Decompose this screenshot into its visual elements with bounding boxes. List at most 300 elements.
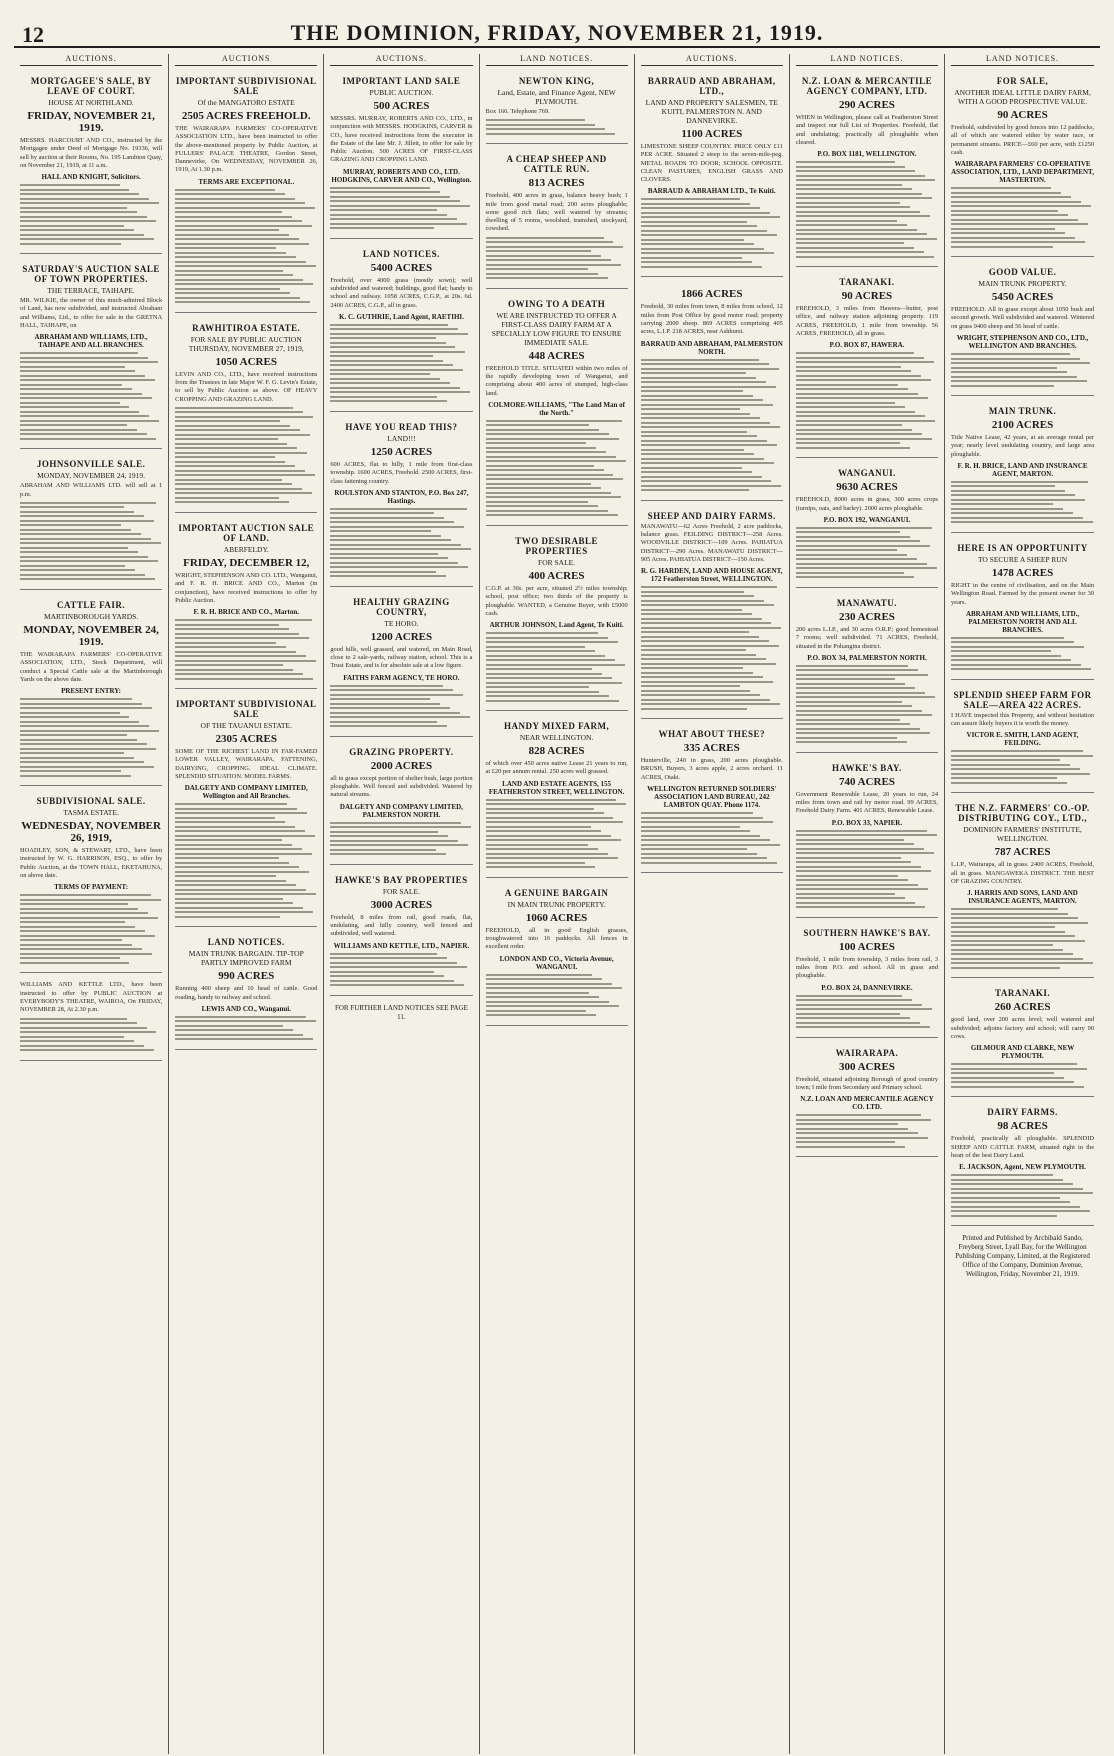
classified-ad (951, 400, 1094, 533)
text-line (330, 521, 454, 523)
text-line (796, 692, 925, 694)
ad-text-lines (951, 908, 1094, 969)
ad-signature: P.O. BOX 87, HAWERA. (829, 341, 905, 350)
ad-text-lines (486, 974, 628, 1017)
text-line (641, 480, 772, 482)
ad-title: SOUTHERN HAWKE'S BAY. (803, 927, 931, 938)
ad-text-lines (796, 527, 938, 579)
text-line (175, 1029, 293, 1031)
text-line (330, 191, 439, 193)
ad-title: GOOD VALUE. (988, 267, 1057, 278)
classified-ad (486, 715, 628, 878)
text-line (951, 385, 1054, 387)
text-line (796, 902, 915, 904)
text-line (641, 399, 763, 401)
text-line (796, 406, 905, 408)
ad-body: Freehold, subdivided by good fences into 12 paddocks, all of which are watered either by water race, or permanent streams. PRICE—£60 per acre, with £1250 cash. (951, 124, 1095, 156)
text-line (486, 128, 605, 130)
text-line (951, 376, 1077, 378)
text-line (951, 1072, 1054, 1074)
ad-signature: BARRAUD AND ABRAHAM, PALMERSTON NORTH. (640, 339, 783, 356)
text-line (951, 668, 1091, 670)
ad-signature: WAIRARAPA FARMERS' CO-OPERATIVE ASSOCIATION, LTD., LAND DEPARTMENT, MASTERTON. (951, 160, 1094, 185)
ad-headline: 1050 ACRES (215, 355, 277, 368)
text-line (486, 424, 590, 426)
ad-body: LEVIN AND CO., LTD., have received instructions from the Trustees in late Major W. F. G. Levin's Estate, to sell by Public Auction as above. OF HEAVY CROPPING AND GRAZING LAND. (175, 370, 318, 403)
ad-headline: 2000 ACRES (370, 759, 433, 772)
text-line (486, 673, 603, 675)
text-line (796, 741, 907, 743)
ad-body: WRIGHT, STEPHENSON AND CO. LTD., Wanganui, and F. R. H. BRICE AND CO., Marton (in conjunction), have received instructions to offer by Public Auction. (175, 571, 318, 604)
ad-text-lines (175, 1016, 317, 1041)
text-line (486, 853, 608, 855)
ad-headline: 5450 ACRES (991, 291, 1054, 304)
ad-text-lines (951, 187, 1094, 248)
text-line (20, 926, 135, 928)
text-line (330, 360, 442, 362)
ad-body: 200 acres L.I.P., and 30 acres O.R.P.; good homestead 7 rooms; well subdivided. 71 ACRES, Freehold, situated in the Pohangina district. (795, 625, 939, 650)
ad-body: FREEHOLD, 8000 acres in grass, 300 acres crops (turnips, oats, and barley). 2000 acres ploughable. (795, 496, 939, 512)
text-line (796, 879, 908, 881)
ad-text-lines (486, 119, 628, 135)
ad-body: 600 ACRES, flat to hilly, 1 mile from first-class township. 1600 ACRES, Freehold. 2500 ACRES, first-class fattening country. (330, 460, 473, 485)
classified-ad (20, 594, 162, 786)
ad-body: FREEHOLD, 3 miles from Hawera—butter, post office, and railway station adjoining property. 119 ACRES, FREEHOLD, 1 mile from township. 56 ACRES, FREEHOLD, all in grass. (795, 305, 939, 338)
text-line (951, 1063, 1077, 1065)
text-line (796, 447, 910, 449)
see-page-note: FOR FURTHER LAND NOTICES SEE PAGE 11. (334, 1003, 468, 1021)
text-line (796, 536, 910, 538)
text-line (175, 465, 294, 467)
text-line (330, 396, 437, 398)
text-line (486, 273, 598, 275)
ad-text-lines (175, 803, 317, 918)
text-line (796, 567, 937, 569)
text-line (641, 422, 770, 424)
text-line (330, 187, 430, 189)
ad-subtitle: ABERFELDY. (223, 544, 269, 554)
text-line (330, 205, 469, 207)
text-line (486, 839, 621, 841)
text-line (641, 221, 748, 223)
text-line (796, 415, 925, 417)
text-line (796, 370, 911, 372)
ad-headline: FRIDAY, NOVEMBER 21, 1919. (27, 110, 155, 134)
text-line (330, 957, 447, 959)
text-line (175, 274, 293, 276)
text-line (951, 499, 1085, 501)
text-line (330, 337, 435, 339)
text-line (951, 187, 1051, 189)
ad-title: RAWHITIROA ESTATE. (192, 322, 301, 333)
classified-ad (486, 293, 628, 526)
classified-ad (951, 261, 1094, 396)
text-line (796, 366, 901, 368)
text-line (330, 342, 445, 344)
text-line (175, 297, 300, 299)
text-line (20, 402, 120, 404)
text-line (486, 264, 621, 266)
ad-title: IMPORTANT SUBDIVISIONAL SALE (175, 699, 317, 720)
text-line (20, 953, 152, 955)
text-line (20, 388, 132, 390)
ad-text-lines (20, 184, 162, 245)
ad-title: BARRAUD AND ABRAHAM, LTD., (647, 76, 776, 96)
text-line (796, 906, 925, 908)
text-line (641, 613, 752, 615)
text-line (175, 844, 292, 846)
text-line (20, 220, 156, 222)
text-line (796, 701, 903, 703)
text-line (330, 975, 444, 977)
text-line (175, 875, 276, 877)
text-line (20, 899, 161, 901)
text-line (175, 916, 280, 918)
text-line (486, 433, 610, 435)
text-line (641, 239, 745, 241)
text-line (175, 1016, 306, 1018)
text-line (20, 397, 152, 399)
text-line (330, 962, 457, 964)
ad-subtitle: TASMA ESTATE. (63, 808, 119, 818)
text-line (796, 870, 931, 872)
text-line (330, 844, 468, 846)
text-line (951, 503, 1053, 505)
text-line (20, 184, 120, 186)
text-line (175, 461, 284, 463)
text-line (20, 1022, 137, 1024)
text-line (796, 170, 915, 172)
text-line (796, 839, 904, 841)
text-line (175, 252, 286, 254)
ad-body: Freehold, over 4000 grass (mostly sown); well subdivided and watered; buildings, good flat; handy to school and railway. 1058 ACRES, C.G.P., at 20s. 6d. 2400 ACRES, C.G.P., all in grass. (330, 276, 473, 309)
text-line (20, 748, 156, 750)
text-line (796, 866, 921, 868)
text-line (486, 255, 601, 257)
text-line (641, 435, 758, 437)
text-line (175, 420, 280, 422)
ad-text-lines (20, 698, 162, 777)
text-line (175, 225, 311, 227)
text-line (951, 232, 1065, 234)
ad-body: good hills, well grassed, and watered, on Main Road, close to 2 sale-yards, railway station, school. This is a Trust Estate, and is for absolute sale at a low figure. (330, 645, 473, 670)
text-line (486, 857, 618, 859)
text-line (20, 406, 129, 408)
text-line (486, 492, 611, 494)
text-line (796, 1128, 908, 1130)
text-line (486, 866, 595, 868)
text-line (20, 703, 142, 705)
text-line (641, 821, 773, 823)
text-line (486, 124, 595, 126)
text-line (175, 637, 309, 639)
text-line (175, 434, 310, 436)
text-line (175, 292, 290, 294)
text-line (175, 283, 313, 285)
text-line (175, 207, 314, 209)
text-line (330, 200, 459, 202)
text-line (951, 1201, 1070, 1203)
text-line (175, 839, 282, 841)
text-line (641, 198, 741, 200)
ad-title: MAIN TRUNK. (988, 406, 1057, 417)
ad-headline: FRIDAY, DECEMBER 12, (183, 556, 310, 569)
text-line (641, 426, 780, 428)
text-line (796, 411, 915, 413)
text-line (330, 571, 435, 573)
text-line (796, 429, 913, 431)
column-1 (14, 54, 169, 1754)
ad-subtitle: MAIN TRUNK PROPERTY. (978, 279, 1067, 289)
text-line (796, 233, 927, 235)
text-line (796, 875, 898, 877)
text-line (641, 230, 768, 232)
text-line (796, 388, 908, 390)
text-line (641, 489, 749, 491)
ad-title: WHAT ABOUT THESE? (658, 729, 765, 740)
text-line (796, 384, 898, 386)
ad-text-lines (641, 812, 783, 864)
text-line (175, 501, 289, 503)
text-line (20, 908, 138, 910)
classified-ad (330, 869, 472, 996)
classified-ad (796, 757, 938, 918)
text-line (641, 848, 748, 850)
text-line (175, 633, 299, 635)
text-line (175, 474, 314, 476)
ad-subtitle: MONDAY, NOVEMBER 24, 1919. (37, 471, 146, 481)
text-line (486, 682, 622, 684)
ad-subtitle: MAIN TRUNK BARGAIN. TIP-TOP PARTLY IMPROVED FARM (188, 949, 304, 968)
text-line (951, 650, 1051, 652)
text-line (796, 830, 927, 832)
text-line (796, 897, 905, 899)
text-line (641, 699, 770, 701)
text-line (20, 361, 158, 363)
text-line (330, 685, 442, 687)
text-line (20, 366, 125, 368)
ad-text-lines (175, 189, 317, 304)
text-line (20, 707, 152, 709)
text-line (796, 1004, 923, 1006)
text-line (20, 357, 148, 359)
classified-ad (641, 281, 783, 500)
text-line (20, 1036, 124, 1038)
text-line (641, 853, 758, 855)
text-line (330, 223, 466, 225)
ad-text-lines (330, 822, 472, 856)
text-line (641, 844, 780, 846)
text-line (796, 728, 920, 730)
text-line (175, 871, 309, 873)
column-heading: LAND NOTICES. (951, 54, 1094, 66)
text-line (20, 189, 129, 191)
text-line (330, 716, 469, 718)
text-line (951, 659, 1071, 661)
text-line (796, 995, 903, 997)
text-line (20, 524, 121, 526)
ad-body: Title Native Lease, 42 years, at an average rental per year; nearly level undulating country, and large area ploughable. (951, 434, 1095, 458)
text-line (20, 411, 139, 413)
ad-subtitle: HOUSE AT NORTHLAND. (48, 98, 134, 107)
text-line (796, 1123, 898, 1125)
text-line (796, 188, 913, 190)
text-line (20, 511, 134, 513)
text-line (641, 835, 760, 837)
text-line (951, 380, 1087, 382)
column-4 (480, 54, 635, 1754)
classified-ad (175, 517, 317, 689)
classified-ad (330, 416, 472, 587)
text-line (951, 367, 1057, 369)
text-line (175, 443, 287, 445)
ad-subtitle: FOR SALE. (538, 557, 576, 567)
ad-headline: 400 ACRES (528, 569, 585, 582)
text-line (951, 490, 1065, 492)
ad-headline: 1478 ACRES (991, 566, 1054, 579)
text-line (641, 252, 775, 254)
text-line (641, 467, 742, 469)
ad-signature: ARTHUR JOHNSON, Land Agent, Te Kuiti. (489, 621, 624, 630)
ad-signature: F. R. H. BRICE, LAND AND INSURANCE AGENT, MARTON. (957, 461, 1088, 478)
text-line (796, 202, 900, 204)
text-line (175, 826, 294, 828)
ad-body: Freehold, 8 miles from rail, good roads, flat, undulating, and hilly country, well fenced and subdivided, well watered. (330, 913, 473, 938)
text-line (175, 812, 307, 814)
ad-title: SUBDIVISIONAL SALE. (36, 796, 146, 807)
ad-title: HAWKE'S BAY PROPERTIES (335, 874, 468, 885)
text-line (175, 669, 293, 671)
ad-title: SHEEP AND DAIRY FARMS. (647, 510, 776, 521)
ad-signature: TERMS OF PAYMENT: (54, 883, 129, 892)
text-line (20, 556, 148, 558)
classified-ad (330, 70, 472, 239)
ad-title: MANAWATU. (836, 597, 897, 608)
ad-signature: VICTOR E. SMITH, LAND AGENT, FEILDING. (966, 731, 1079, 748)
text-line (951, 485, 1055, 487)
text-line (796, 238, 937, 240)
text-line (175, 256, 296, 258)
ad-signature: FAITHS FARM AGENCY, TE HORO. (343, 673, 460, 682)
text-line (641, 248, 765, 250)
ad-body: RIGHT in the centre of civilisation, and on the Main Wellington Road. Farmed by the present owner for 30 years. (951, 581, 1095, 606)
ad-headline: 300 ACRES (838, 1060, 895, 1073)
text-line (330, 333, 468, 335)
text-line (20, 716, 129, 718)
ad-headline: 2305 ACRES (215, 733, 277, 746)
text-line (486, 987, 622, 989)
text-line (20, 438, 156, 440)
text-line (796, 545, 930, 547)
classified-ad (175, 70, 317, 313)
text-line (796, 665, 908, 667)
text-line (796, 843, 914, 845)
ad-body: WHEN in Wellington, please call at Featherston Street and inspect our full List of Properties. Freehold, flat and undulating; practically all ploughable when cleared. (795, 114, 939, 146)
text-line (486, 996, 600, 998)
ad-subtitle: OF THE TAUANUI ESTATE. (200, 721, 292, 731)
text-line (175, 189, 275, 191)
ad-title: JOHNSONVILLE SALE. (36, 459, 146, 470)
text-line (175, 497, 279, 499)
ad-subtitle: PUBLIC AUCTION. (369, 88, 434, 97)
ad-signature: P.O. BOX 33, NAPIER. (831, 818, 903, 827)
ad-body: LIMESTONE SHEEP COUNTRY. PRICE ONLY £11 PER ACRE. Situated 2 steep to the seven-mile-peg. METAL ROADS TO DOOR; SCHOOL OPPOSITE. CLEAN PASTURES, ENGLISH GRASS AND CLOVERS. (640, 143, 783, 184)
text-line (20, 578, 155, 580)
classified-ad (20, 70, 162, 254)
text-line (951, 917, 1078, 919)
text-line (486, 487, 601, 489)
text-line (796, 166, 905, 168)
text-line (330, 831, 438, 833)
ad-signature: MURRAY, ROBERTS AND CO., LTD. HODGKINS, CARVER AND CO., Wellington. (331, 167, 472, 184)
text-line (486, 501, 588, 503)
text-line (20, 903, 128, 905)
ad-signature: HALL AND KNIGHT, Solicitors. (41, 173, 141, 182)
text-line (330, 364, 452, 366)
text-line (641, 458, 765, 460)
text-line (486, 700, 620, 702)
text-line (175, 907, 303, 909)
ad-headline: 230 ACRES (838, 610, 895, 623)
text-line (951, 782, 1067, 784)
text-line (796, 1017, 910, 1019)
text-line (641, 658, 766, 660)
text-line (20, 393, 142, 395)
ad-signature: LEWIS AND CO., Wanganui. (201, 1004, 291, 1013)
ad-text-lines (951, 353, 1094, 387)
text-line (175, 279, 303, 281)
text-line (20, 515, 144, 517)
column-heading: AUCTIONS (175, 54, 317, 66)
ad-text-lines (796, 1114, 938, 1148)
text-line (951, 967, 1060, 969)
text-line (175, 884, 296, 886)
text-line (486, 510, 608, 512)
ad-signature: TERMS ARE EXCEPTIONAL. (198, 177, 295, 186)
text-line (796, 549, 897, 551)
text-line (951, 664, 1081, 666)
text-line (796, 1132, 918, 1134)
text-line (330, 703, 439, 705)
text-line (951, 1215, 1057, 1217)
classified-ad (796, 1042, 938, 1158)
text-line (175, 202, 304, 204)
text-line (641, 826, 741, 828)
ad-signature: GILMOUR AND CLARKE, NEW PLYMOUTH. (970, 1044, 1075, 1061)
text-line (175, 880, 286, 882)
ad-text-lines (641, 359, 783, 492)
text-line (20, 547, 128, 549)
page-title: THE DOMINION, FRIDAY, NOVEMBER 21, 1919. (290, 20, 824, 45)
ad-signature: DALGETY AND COMPANY LIMITED, PALMERSTON NORTH. (339, 802, 463, 819)
text-line (641, 667, 743, 669)
ad-text-lines (330, 953, 472, 987)
text-line (175, 488, 302, 490)
text-line (796, 678, 896, 680)
text-line (20, 775, 131, 777)
text-line (796, 179, 935, 181)
text-line (641, 694, 760, 696)
text-line (330, 721, 437, 723)
text-line (175, 678, 313, 680)
text-line (486, 641, 618, 643)
ad-title: OWING TO A DEATH (507, 298, 606, 309)
text-line (486, 821, 624, 823)
ad-headline: 9630 ACRES (836, 481, 898, 494)
text-line (486, 451, 607, 453)
text-line (951, 655, 1061, 657)
text-line (486, 830, 601, 832)
